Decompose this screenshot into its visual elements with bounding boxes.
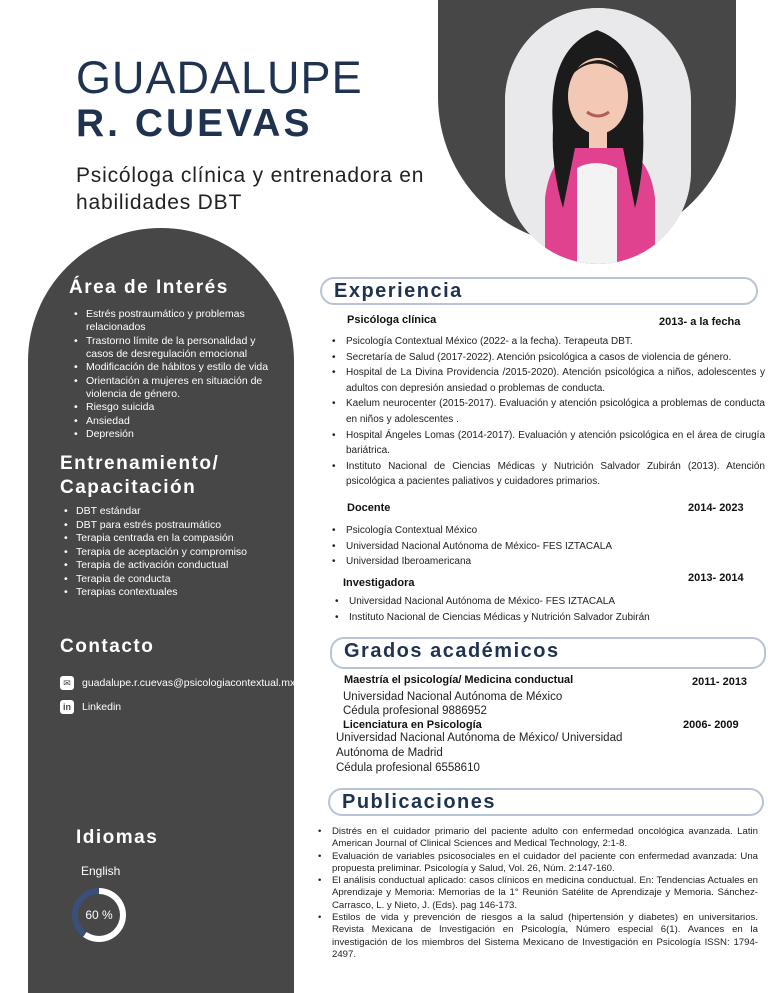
training-item: • Terapia de aceptación y compromiso — [64, 546, 284, 559]
publication-item: • Evaluación de variables psicosociales en el cuidador del paciente con enfermedad avanzada: Una propuesta preliminar. Psicología y Salud, Vol. 26, Núm. 2:147-160. — [318, 851, 758, 876]
profile-photo — [505, 8, 691, 264]
language-name: English — [81, 864, 121, 878]
job-role: Docente — [347, 502, 391, 514]
job-item: • Secretaría de Salud (2017-2022). Atención psicológica a casos de violencia de género. — [332, 350, 765, 366]
job-item: • Instituto Nacional de Ciencias Médicas y Nutrición Salvador Zubirán — [335, 610, 765, 626]
job-item: • Hospital Ángeles Lomas (2014-2017). Evaluación y atención psicológica en el área de cirugía bariátrica. — [332, 428, 765, 459]
job-item: • Universidad Nacional Autónoma de México- FES IZTACALA — [332, 539, 765, 555]
email-icon: ✉ — [60, 676, 74, 690]
experience-heading: Experiencia — [320, 277, 758, 305]
degree-institution: Universidad Nacional Autónoma de México — [343, 691, 563, 703]
degree-license: Cédula profesional 9886952 — [343, 705, 487, 717]
job-items — [332, 334, 765, 490]
interest-item: • Depresión — [74, 428, 274, 441]
publication-list — [318, 826, 758, 961]
contact-linkedin[interactable] — [60, 700, 121, 714]
job-items — [332, 523, 765, 570]
job-item: • Psicología Contextual México (2022- a la fecha). Terapeuta DBT. — [332, 334, 765, 350]
training-heading: Entrenamiento/ Capacitación — [60, 453, 220, 498]
education-heading: Grados académicos — [330, 637, 766, 669]
job-item: • Hospital de La Divina Providencia /2015-2020). Atención psicológica a niños, adolescentes y adultos con depresión ansiedad o problemas de conducta. — [332, 365, 765, 396]
linkedin-text[interactable]: Linkedin — [82, 701, 122, 713]
degree-period: 2006- 2009 — [683, 719, 739, 731]
publication-item: • El análisis conductual aplicado: casos clínicos en medicina conductual. En: Tendencias Actuales en Aprendizaje y Memoria: Memorias de la 1° Reunión Satélite de Aprendizaje y Memoria. Sánchez-Carrasco, L. y Nieto, J. (Eds). pag 146-173. — [318, 875, 758, 912]
job-item: • Instituto Nacional de Ciencias Médicas y Nutrición Salvador Zubirán (2013). Atención psicológica a pacientes paliativos y cuidadores primarios. — [332, 459, 765, 490]
training-list — [64, 505, 284, 600]
job-period: 2013- 2014 — [688, 572, 744, 584]
training-item: • Terapias contextuales — [64, 586, 284, 599]
name-first: GUADALUPE — [76, 52, 363, 103]
degree-institution: Universidad Nacional Autónoma de México/ Universidad Autónoma de Madrid — [336, 732, 623, 759]
degree-title: Licenciatura en Psicología — [343, 719, 482, 731]
training-item: • DBT para estrés postraumático — [64, 519, 284, 532]
publications-heading: Publicaciones — [328, 788, 764, 816]
languages-heading: Idiomas — [76, 827, 159, 848]
interest-item: • Modificación de hábitos y estilo de vida — [74, 361, 274, 374]
job-role: Psicóloga clínica — [347, 314, 437, 326]
interest-list — [74, 308, 274, 442]
publication-item: • Distrés en el cuidador primario del paciente adulto con enfermedad oncológica avanzada. Latin American Journal of Clinical Sciences and Medical Technology, 2:1-8. — [318, 826, 758, 851]
email-text[interactable]: guadalupe.r.cuevas@psicologiacontextual.mx — [82, 677, 296, 689]
degree-license: Cédula profesional 6558610 — [336, 762, 480, 774]
publication-item: • Estilos de vida y prevención de riesgos a la salud (hipertensión y diabetes) en universitarios. Revista Mexicana de Investigación en Psicología, Número especial 6(1). Avances en la investigación de los miembros del Sistema Mexicano de Investigación en Psicología ISSN: 1794-2497. — [318, 912, 758, 961]
interest-item: • Trastorno límite de la personalidad y casos de desregulación emocional — [74, 335, 274, 361]
job-period: 2014- 2023 — [688, 502, 744, 514]
interest-item: • Ansiedad — [74, 415, 274, 428]
portrait-illustration — [505, 8, 691, 264]
name-last: R. CUEVAS — [76, 102, 313, 145]
training-item: • Terapia centrada en la compasión — [64, 532, 284, 545]
job-period: 2013- a la fecha — [659, 316, 741, 328]
degree-title: Maestría el psicología/ Medicina conductual — [344, 674, 574, 686]
interest-item: • Orientación a mujeres en situación de violencia de género. — [74, 375, 274, 401]
job-items — [335, 594, 765, 625]
contact-heading: Contacto — [60, 636, 155, 657]
language-level-ring — [72, 888, 126, 942]
professional-title: Psicóloga clínica y entrenadora en habilidades DBT — [76, 164, 425, 214]
degree-period: 2011- 2013 — [692, 676, 748, 688]
interest-item: • Riesgo suicida — [74, 401, 274, 414]
job-role: Investigadora — [343, 577, 415, 589]
interest-item: • Estrés postraumático y problemas relacionados — [74, 308, 274, 334]
job-item: • Universidad Nacional Autónoma de México- FES IZTACALA — [335, 594, 765, 610]
interest-heading: Área de Interés — [69, 277, 229, 298]
training-item: • DBT estándar — [64, 505, 284, 518]
job-item: • Psicología Contextual México — [332, 523, 765, 539]
training-item: • Terapia de conducta — [64, 573, 284, 586]
job-item: • Universidad Iberoamericana — [332, 554, 765, 570]
language-level-label: 60 % — [78, 894, 120, 936]
linkedin-icon: in — [60, 700, 74, 714]
job-item: • Kaelum neurocenter (2015-2017). Evaluación y atención psicológica a problemas de conducta en niños y adolescentes . — [332, 396, 765, 427]
contact-email[interactable] — [60, 676, 295, 690]
training-item: • Terapia de activación conductual — [64, 559, 284, 572]
